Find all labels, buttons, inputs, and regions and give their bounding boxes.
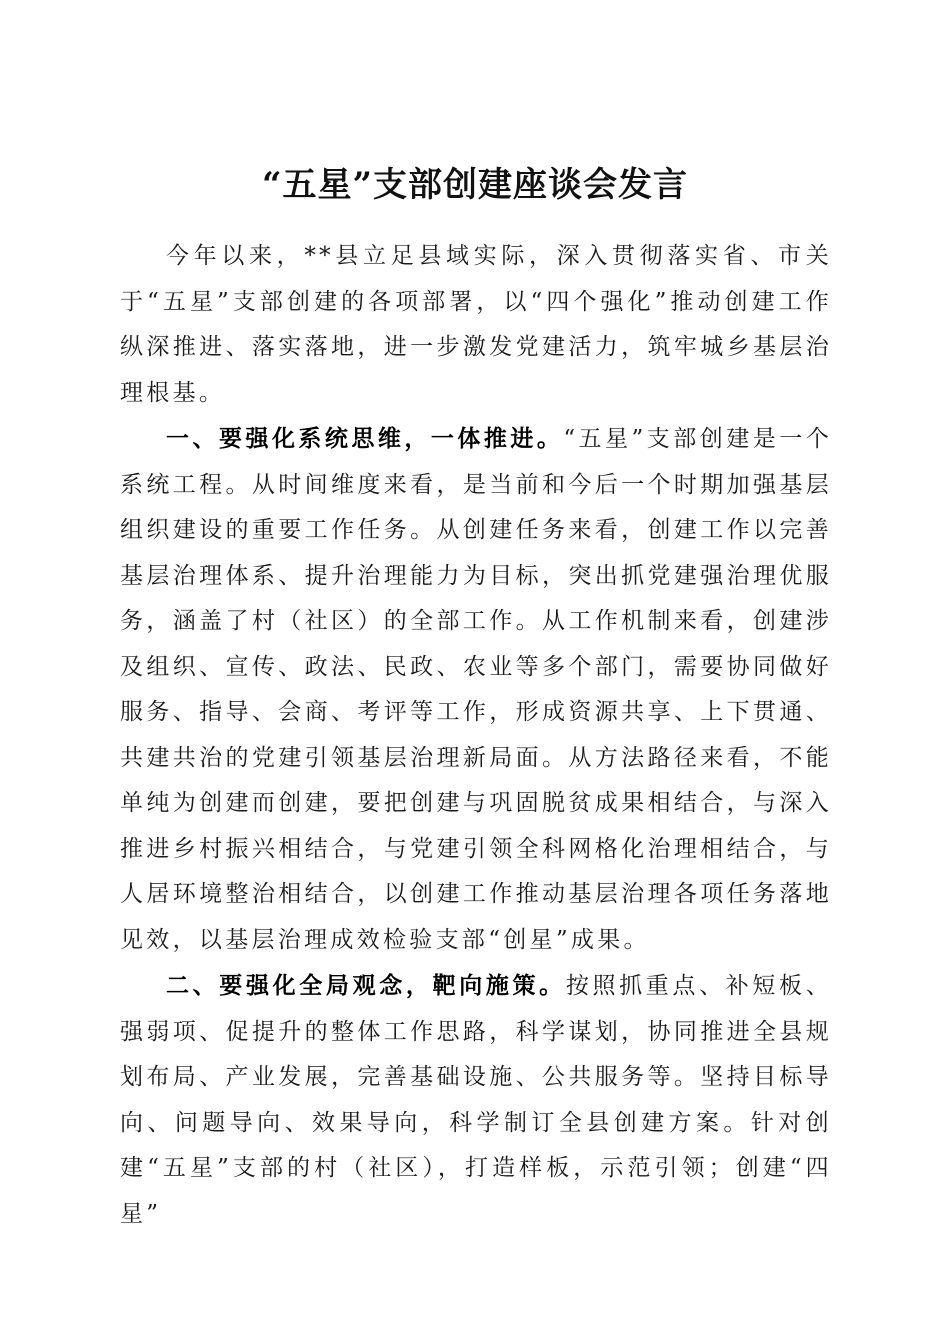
section-heading: 一、要强化系统思维，一体推进。 [166, 425, 564, 452]
paragraph-text: 按照抓重点、补短板、强弱项、促提升的整体工作思路，科学谋划，协同推进全县规划布局、产业发展，完善基础设施、公共服务等。坚持目标导向、问题导向、效果导向，科学制订全县创建方案。针对创建“五星”支部的村（社区），打造样板，示范引领；创建“四星” [120, 973, 833, 1227]
document-title: “五星”支部创建座谈会发言 [261, 164, 689, 205]
paragraph-section-1 [120, 416, 832, 963]
paragraph-text: 今年以来，**县立足县域实际，深入贯彻落实省、市关于“五星”支部创建的各项部署，以“四个强化”推动创建工作纵深推进、落实落地，进一步激发党建活力，筑牢城乡基层治理根基。 [120, 243, 832, 406]
paragraph-text: “五星”支部创建是一个系统工程。从时间维度来看，是当前和今后一个时期加强基层组织建设的重要工作任务。从创建任务来看，创建工作以完善基层治理体系、提升治理能力为目标，突出抓党建强治理优服务，涵盖了村（社区）的全部工作。从工作机制来看，创建涉及组织、宣传、政法、民政、农业等多个部门，需要协同做好服务、指导、会商、考评等工作，形成资源共享、上下贯通、共建共治的党建引领基层治理新局面。从方法路径来看，不能单纯为创建而创建，要把创建与巩固脱贫成果相结合，与深入推进乡村振兴相结合，与党建引领全科网格化治理相结合，与人居环境整治相结合，以创建工作推动基层治理各项任务落地见效，以基层治理成效检验支部“创星”成果。 [120, 426, 832, 953]
paragraph-section-2 [120, 963, 832, 1237]
document-body [120, 234, 832, 1237]
section-heading: 二、要强化全局观念，靶向施策。 [166, 972, 566, 999]
paragraph-intro [120, 234, 832, 416]
